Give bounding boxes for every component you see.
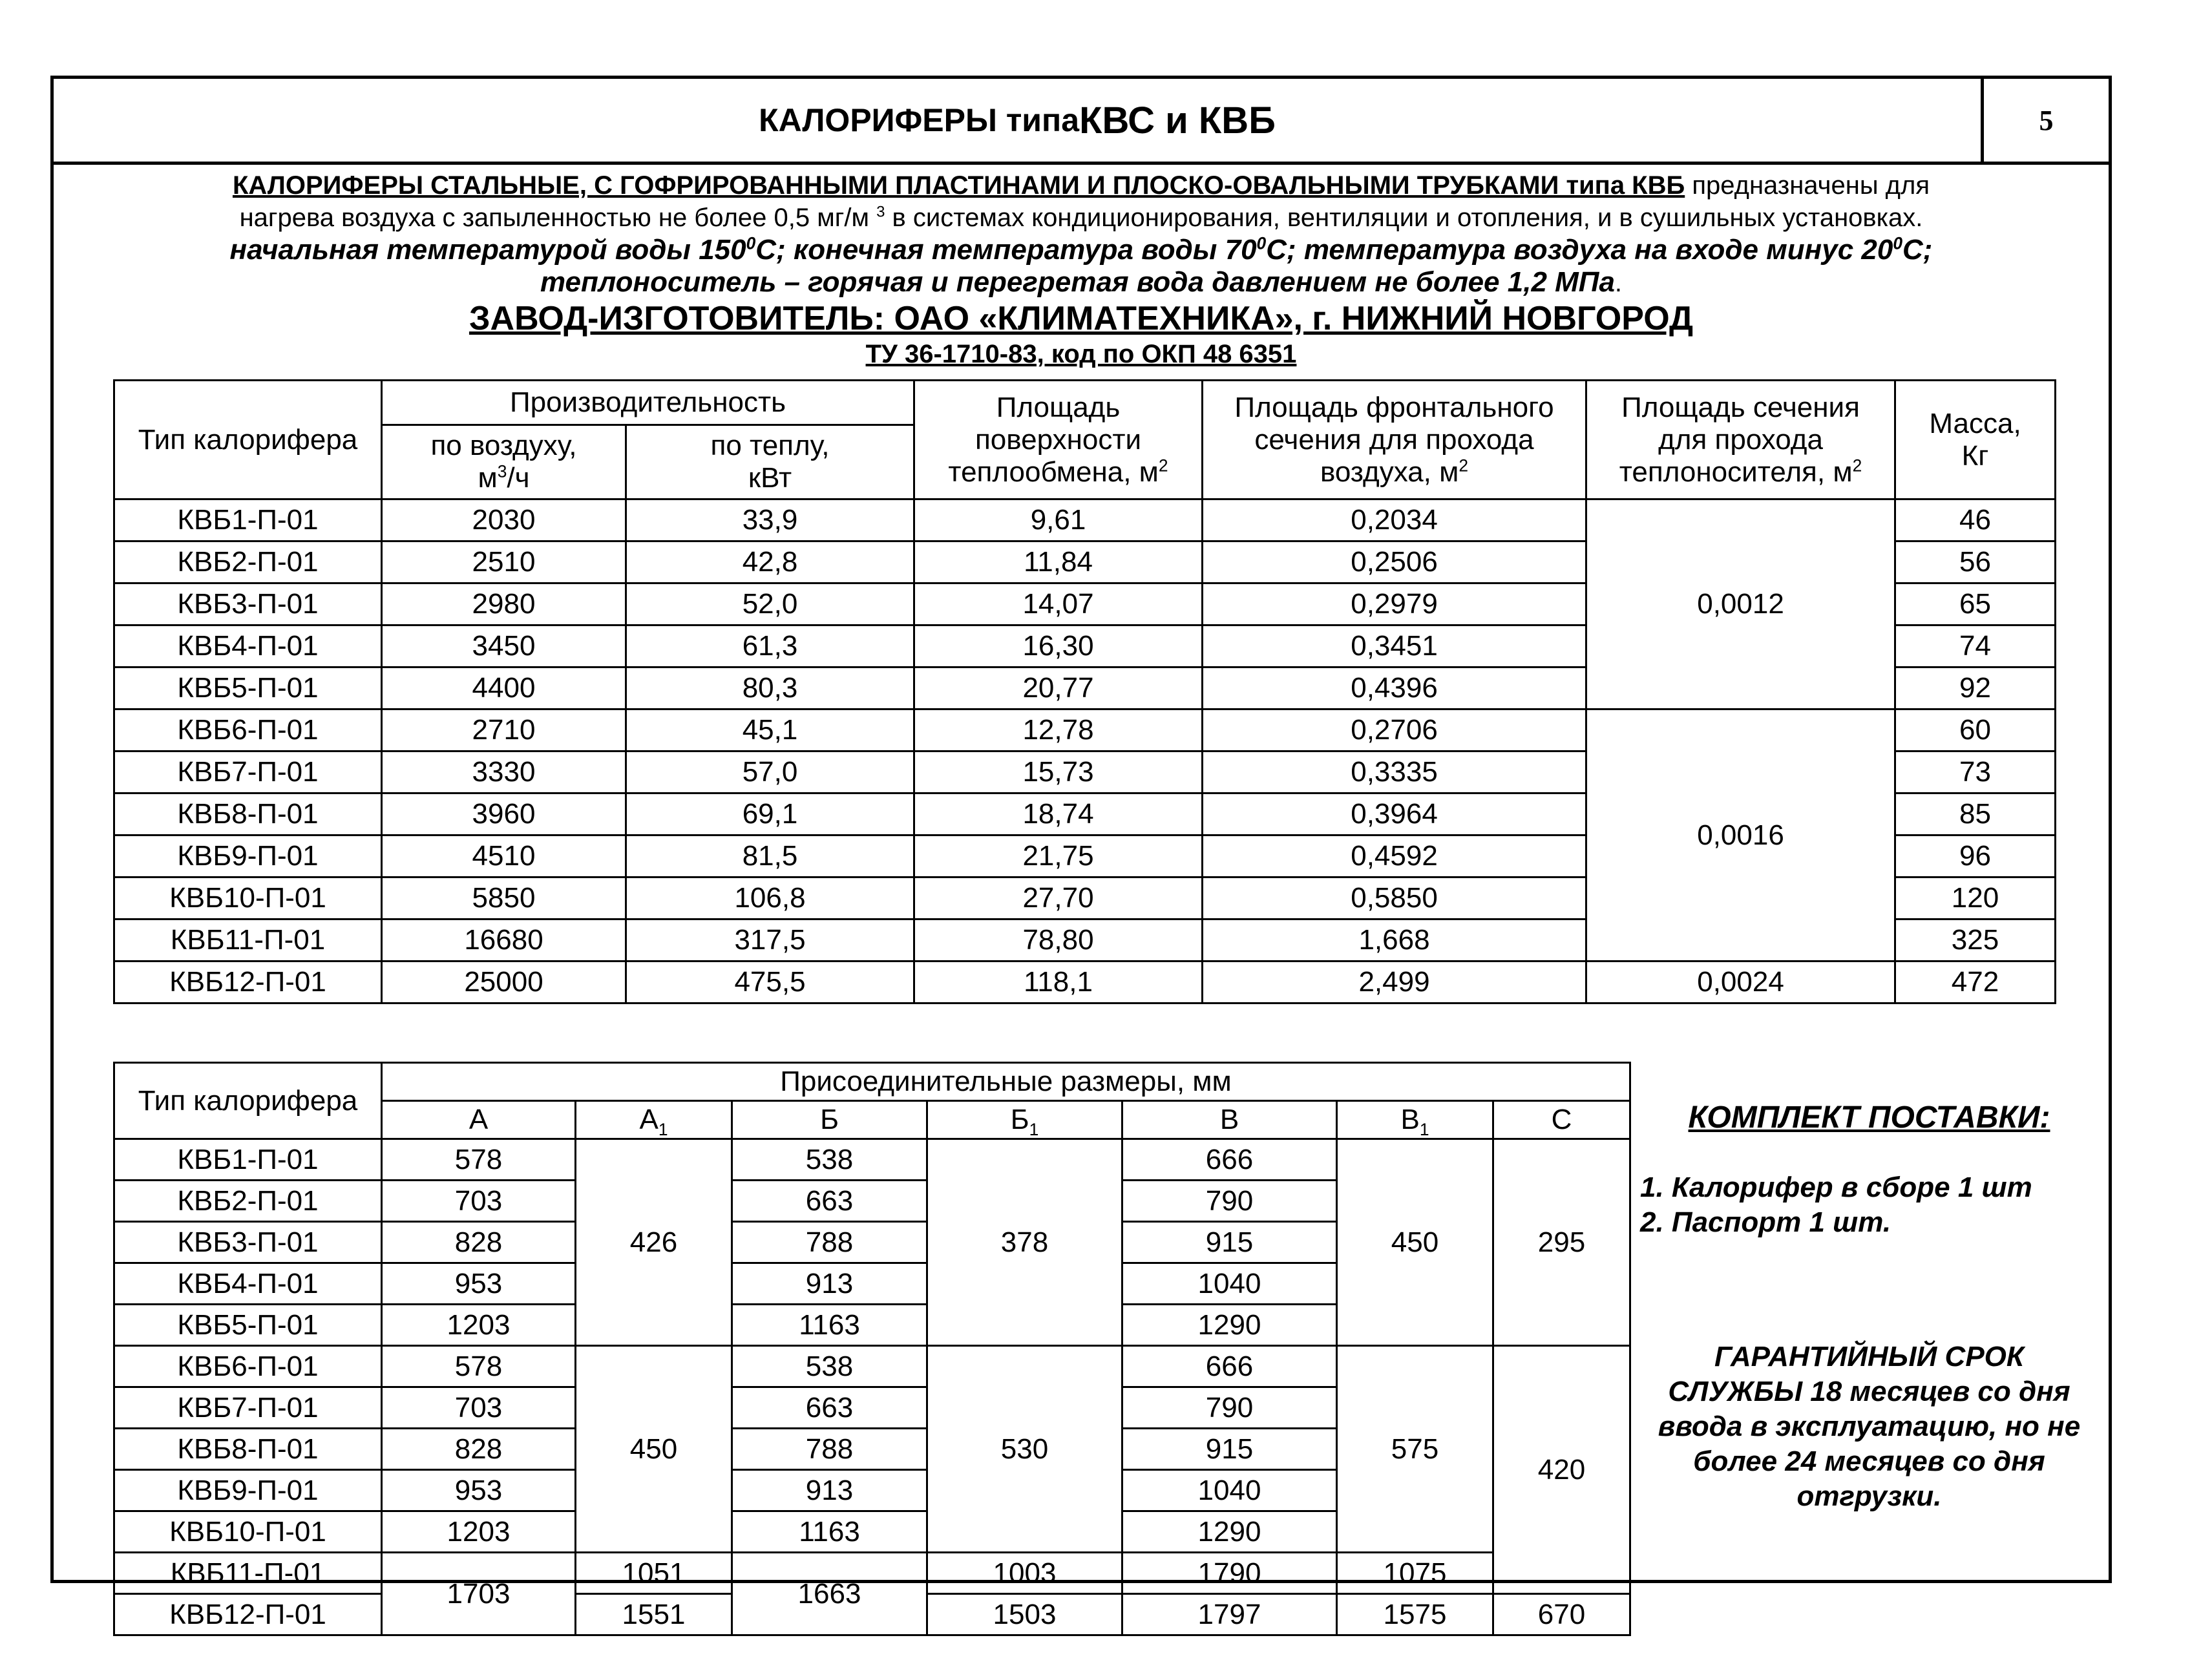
front-cell: 0,4396	[1203, 667, 1586, 709]
section-line-3	[1587, 456, 1894, 489]
surface-cell: 21,75	[914, 835, 1203, 877]
heat-cell: 52,0	[626, 583, 914, 625]
mass-cell: 74	[1895, 625, 2056, 667]
surface-cell: 118,1	[914, 961, 1203, 1003]
a-cell: 1203	[382, 1305, 576, 1346]
surface-cell: 12,78	[914, 709, 1203, 751]
type-cell: КВБ4-П-01	[114, 625, 382, 667]
a-cell: 828	[382, 1222, 576, 1263]
v-cell: 1790	[1122, 1553, 1337, 1594]
v-cell: 666	[1122, 1346, 1337, 1387]
type-cell: КВБ5-П-01	[114, 667, 382, 709]
mass-cell: 73	[1895, 751, 2056, 793]
header-heat	[626, 425, 914, 499]
coolant-end: .	[1614, 269, 1623, 297]
dim-header-a1	[576, 1101, 732, 1139]
air-unit-sup: 3	[497, 461, 507, 481]
front-cell: 0,3964	[1203, 793, 1586, 835]
type-cell: КВБ8-П-01	[114, 1429, 382, 1470]
type-cell: КВБ11-П-01	[114, 1553, 382, 1594]
mass-line-2: Кг	[1961, 439, 1989, 472]
title-prefix: КАЛОРИФЕРЫ типа	[759, 102, 1080, 138]
b-cell: 788	[732, 1222, 927, 1263]
v-cell: 1040	[1122, 1470, 1337, 1511]
surface-unit: теплообмена, м	[948, 456, 1159, 488]
surface-cell: 14,07	[914, 583, 1203, 625]
a-cell: 703	[382, 1181, 576, 1222]
table-row	[114, 1346, 1630, 1387]
tu-code: ТУ 36-1710-83, код по ОКП 48 6351	[865, 340, 1297, 368]
heat-cell: 69,1	[626, 793, 914, 835]
intro-lead-rest: предназначены для	[1685, 171, 1930, 200]
type-cell: КВБ11-П-01	[114, 919, 382, 961]
warranty-line: ГАРАНТИЙНЫЙ СРОК	[1714, 1341, 2024, 1372]
page-number: 5	[1981, 79, 2109, 162]
v-cell: 1290	[1122, 1305, 1337, 1346]
title-row	[54, 79, 2109, 165]
front-line-1: Площадь фронтального	[1234, 391, 1554, 423]
type-cell: КВБ9-П-01	[114, 1470, 382, 1511]
a1-cell: 1551	[576, 1594, 732, 1635]
v-cell: 1290	[1122, 1511, 1337, 1553]
a1-letter: А	[639, 1104, 658, 1135]
v1-cell: 575	[1337, 1346, 1493, 1553]
degree-sup-1: 0	[746, 233, 756, 253]
intro-line-2	[54, 202, 2109, 234]
b-cell: 663	[732, 1181, 927, 1222]
surface-line-3	[915, 456, 1201, 489]
v-cell: 915	[1122, 1222, 1337, 1263]
temp-text-d: С;	[1902, 234, 1933, 266]
heat-line-1: по теплу,	[710, 430, 830, 461]
performance-table	[113, 379, 2056, 1004]
delivery-note	[1631, 1062, 2107, 1583]
title-models: КВС и КВБ	[1079, 99, 1276, 142]
heat-cell: 106,8	[626, 877, 914, 919]
warranty-text	[1631, 1340, 2107, 1514]
v1-cell: 1575	[1337, 1594, 1493, 1635]
delivery-title: КОМПЛЕКТ ПОСТАВКИ:	[1688, 1100, 2050, 1135]
front-cell: 0,4592	[1203, 835, 1586, 877]
front-cell: 0,5850	[1203, 877, 1586, 919]
mass-cell: 85	[1895, 793, 2056, 835]
b-cell: 1163	[732, 1305, 927, 1346]
front-cell: 0,2706	[1203, 709, 1586, 751]
intro-purpose-text: в системах кондиционирования, вентиляции и отопления, и в сушильных установках.	[885, 204, 1923, 232]
b1-cell: 1503	[927, 1594, 1122, 1635]
air-cell: 4400	[382, 667, 626, 709]
air-cell: 3450	[382, 625, 626, 667]
intro-block	[54, 169, 2109, 370]
delivery-item: 2. Паспорт 1 шт.	[1640, 1206, 1891, 1238]
front-cell: 0,3335	[1203, 751, 1586, 793]
temp-text-b: С; конечная температура воды 70	[755, 234, 1257, 266]
c-cell: 670	[1493, 1594, 1630, 1635]
page-title	[54, 79, 1981, 162]
air-line-2	[383, 462, 625, 494]
air-cell: 25000	[382, 961, 626, 1003]
intro-temperatures	[54, 234, 2109, 266]
b-cell: 1163	[732, 1511, 927, 1553]
front-line-3	[1203, 456, 1585, 489]
mass-cell: 472	[1895, 961, 2056, 1003]
type-cell: КВБ3-П-01	[114, 1222, 382, 1263]
intro-dust-text: нагрева воздуха с запыленностью не более 0,5 мг/м	[239, 204, 869, 232]
surface-cell: 15,73	[914, 751, 1203, 793]
type-cell: КВБ2-П-01	[114, 1181, 382, 1222]
heat-cell: 81,5	[626, 835, 914, 877]
manufacturer: ЗАВОД-ИЗГОТОВИТЕЛЬ: ОАО «КЛИМАТЕХНИКА», г. НИЖНИЙ НОВГОРОД	[469, 300, 1694, 337]
v1-cell: 1075	[1337, 1553, 1493, 1594]
surface-cell: 9,61	[914, 499, 1203, 541]
a-cell: 1703	[382, 1553, 576, 1635]
air-cell: 16680	[382, 919, 626, 961]
heat-cell: 42,8	[626, 541, 914, 583]
table-row	[114, 1139, 1630, 1181]
warranty-line: ввода в эксплуатацию, но не	[1658, 1411, 2081, 1442]
dim-header-c: С	[1493, 1101, 1630, 1139]
air-unit-rest: /ч	[507, 462, 530, 494]
header-section	[1586, 381, 1895, 499]
table-row	[114, 709, 2056, 751]
air-cell: 2510	[382, 541, 626, 583]
dim-header-title: Присоединительные размеры, мм	[382, 1063, 1630, 1101]
section-cell: 0,0012	[1586, 499, 1895, 709]
air-cell: 3330	[382, 751, 626, 793]
v-cell: 790	[1122, 1387, 1337, 1429]
air-cell: 3960	[382, 793, 626, 835]
heat-cell: 57,0	[626, 751, 914, 793]
type-cell: КВБ12-П-01	[114, 961, 382, 1003]
heat-line-2: кВт	[748, 462, 792, 494]
air-cell: 2030	[382, 499, 626, 541]
header-type: Тип калорифера	[114, 381, 382, 499]
a-cell: 953	[382, 1263, 576, 1305]
intro-cubic-sup: 3	[876, 203, 885, 221]
a-cell: 828	[382, 1429, 576, 1470]
a-cell: 703	[382, 1387, 576, 1429]
mass-cell: 56	[1895, 541, 2056, 583]
type-cell: КВБ2-П-01	[114, 541, 382, 583]
datasheet-frame	[50, 76, 2112, 1630]
v1-letter: В	[1400, 1104, 1420, 1135]
b1-cell: 1003	[927, 1553, 1122, 1594]
section-cell: 0,0024	[1586, 961, 1895, 1003]
degree-sup-3: 0	[1893, 233, 1903, 253]
front-cell: 0,2979	[1203, 583, 1586, 625]
mass-cell: 96	[1895, 835, 2056, 877]
dim-header-v1	[1337, 1101, 1493, 1139]
table-row	[114, 1553, 1630, 1594]
v-cell: 1040	[1122, 1263, 1337, 1305]
type-cell: КВБ9-П-01	[114, 835, 382, 877]
type-cell: КВБ4-П-01	[114, 1263, 382, 1305]
b1-sub: 1	[1029, 1119, 1039, 1139]
air-cell: 2980	[382, 583, 626, 625]
type-cell: КВБ3-П-01	[114, 583, 382, 625]
delivery-item: 1. Калорифер в сборе 1 шт	[1640, 1171, 2032, 1203]
heat-cell: 475,5	[626, 961, 914, 1003]
dim-header-a: А	[382, 1101, 576, 1139]
mass-cell: 46	[1895, 499, 2056, 541]
warranty-line: СЛУЖБЫ 18 месяцев со дня	[1668, 1376, 2070, 1407]
intro-coolant	[54, 266, 2109, 299]
mass-cell: 325	[1895, 919, 2056, 961]
front-cell: 0,2034	[1203, 499, 1586, 541]
dim-header-b1	[927, 1101, 1122, 1139]
temp-text-c: С; температура воздуха на входе минус 20	[1266, 234, 1893, 266]
sq-sup-1: 2	[1158, 455, 1168, 475]
v-cell: 1797	[1122, 1594, 1337, 1635]
a-cell: 953	[382, 1470, 576, 1511]
sq-sup-3: 2	[1852, 455, 1862, 475]
v1-sub: 1	[1419, 1119, 1429, 1139]
heat-cell: 33,9	[626, 499, 914, 541]
air-cell: 5850	[382, 877, 626, 919]
b-cell: 1663	[732, 1553, 927, 1635]
type-cell: КВБ6-П-01	[114, 709, 382, 751]
degree-sup-2: 0	[1256, 233, 1267, 253]
b-cell: 663	[732, 1387, 927, 1429]
section-cell: 0,0016	[1586, 709, 1895, 961]
surface-cell: 11,84	[914, 541, 1203, 583]
header-mass	[1895, 381, 2056, 499]
type-cell: КВБ7-П-01	[114, 751, 382, 793]
sq-sup-2: 2	[1459, 455, 1469, 475]
air-line-1: по воздуху,	[430, 430, 577, 461]
air-cell: 4510	[382, 835, 626, 877]
mass-cell: 65	[1895, 583, 2056, 625]
type-cell: КВБ12-П-01	[114, 1594, 382, 1635]
air-cell: 2710	[382, 709, 626, 751]
type-cell: КВБ10-П-01	[114, 1511, 382, 1553]
section-unit: теплоносителя, м	[1619, 456, 1853, 488]
surface-cell: 78,80	[914, 919, 1203, 961]
heat-cell: 61,3	[626, 625, 914, 667]
front-cell: 1,668	[1203, 919, 1586, 961]
dim-header-b: Б	[732, 1101, 927, 1139]
section-line-1: Площадь сечения	[1621, 391, 1860, 423]
b1-letter: Б	[1010, 1104, 1029, 1135]
dimensions-table	[113, 1062, 1631, 1636]
front-line-2: сечения для прохода	[1254, 423, 1534, 456]
mass-cell: 60	[1895, 709, 2056, 751]
warranty-line: более 24 месяцев со дня	[1693, 1445, 2045, 1477]
a-cell: 1203	[382, 1511, 576, 1553]
a-cell: 578	[382, 1346, 576, 1387]
b1-cell: 378	[927, 1139, 1122, 1346]
surface-line-1: Площадь	[996, 391, 1121, 423]
header-front	[1203, 381, 1586, 499]
a1-cell: 1051	[576, 1553, 732, 1594]
mass-cell: 120	[1895, 877, 2056, 919]
type-cell: КВБ10-П-01	[114, 877, 382, 919]
v-cell: 666	[1122, 1139, 1337, 1181]
surface-cell: 20,77	[914, 667, 1203, 709]
warranty-line: отгрузки.	[1796, 1480, 1942, 1512]
heat-cell: 80,3	[626, 667, 914, 709]
front-unit: воздуха, м	[1320, 456, 1459, 488]
b1-cell: 530	[927, 1346, 1122, 1553]
v1-cell: 450	[1337, 1139, 1493, 1346]
heat-cell: 45,1	[626, 709, 914, 751]
dim-header-v: В	[1122, 1101, 1337, 1139]
mass-cell: 92	[1895, 667, 2056, 709]
a1-cell: 426	[576, 1139, 732, 1346]
a1-sub: 1	[658, 1119, 668, 1139]
v-cell: 915	[1122, 1429, 1337, 1470]
type-cell: КВБ8-П-01	[114, 793, 382, 835]
section-line-2: для прохода	[1658, 423, 1823, 456]
table-row	[114, 961, 2056, 1003]
heat-cell: 317,5	[626, 919, 914, 961]
type-cell: КВБ6-П-01	[114, 1346, 382, 1387]
type-cell: КВБ1-П-01	[114, 1139, 382, 1181]
mass-line-1: Масса,	[1929, 407, 2021, 439]
c-cell: 295	[1493, 1139, 1630, 1346]
delivery-items	[1640, 1170, 2032, 1240]
b-cell: 538	[732, 1139, 927, 1181]
intro-line-1	[54, 169, 2109, 202]
a1-cell: 450	[576, 1346, 732, 1553]
intro-lead: КАЛОРИФЕРЫ СТАЛЬНЫЕ, С ГОФРИРОВАННЫМИ ПЛАСТИНАМИ И ПЛОСКО-ОВАЛЬНЫМИ ТРУБКАМИ типа КВБ	[232, 171, 1685, 200]
table-row	[114, 499, 2056, 541]
temp-text-a: начальная температурой воды 150	[229, 234, 746, 266]
front-cell: 2,499	[1203, 961, 1586, 1003]
b-cell: 788	[732, 1429, 927, 1470]
v-cell: 790	[1122, 1181, 1337, 1222]
b-cell: 538	[732, 1346, 927, 1387]
surface-cell: 16,30	[914, 625, 1203, 667]
type-cell: КВБ7-П-01	[114, 1387, 382, 1429]
dim-header-type: Тип калорифера	[114, 1063, 382, 1139]
c-cell: 420	[1493, 1346, 1630, 1594]
surface-cell: 27,70	[914, 877, 1203, 919]
coolant-text: теплоноситель – горячая и перегретая вода давлением не более 1,2 МПа	[540, 266, 1615, 298]
a-cell: 578	[382, 1139, 576, 1181]
header-performance: Производительность	[382, 381, 914, 425]
surface-line-2: поверхности	[974, 423, 1142, 456]
front-cell: 0,2506	[1203, 541, 1586, 583]
air-unit: м	[478, 462, 498, 494]
b-cell: 913	[732, 1470, 927, 1511]
type-cell: КВБ1-П-01	[114, 499, 382, 541]
front-cell: 0,3451	[1203, 625, 1586, 667]
surface-cell: 18,74	[914, 793, 1203, 835]
b-cell: 913	[732, 1263, 927, 1305]
header-surface	[914, 381, 1203, 499]
header-air	[382, 425, 626, 499]
type-cell: КВБ5-П-01	[114, 1305, 382, 1346]
